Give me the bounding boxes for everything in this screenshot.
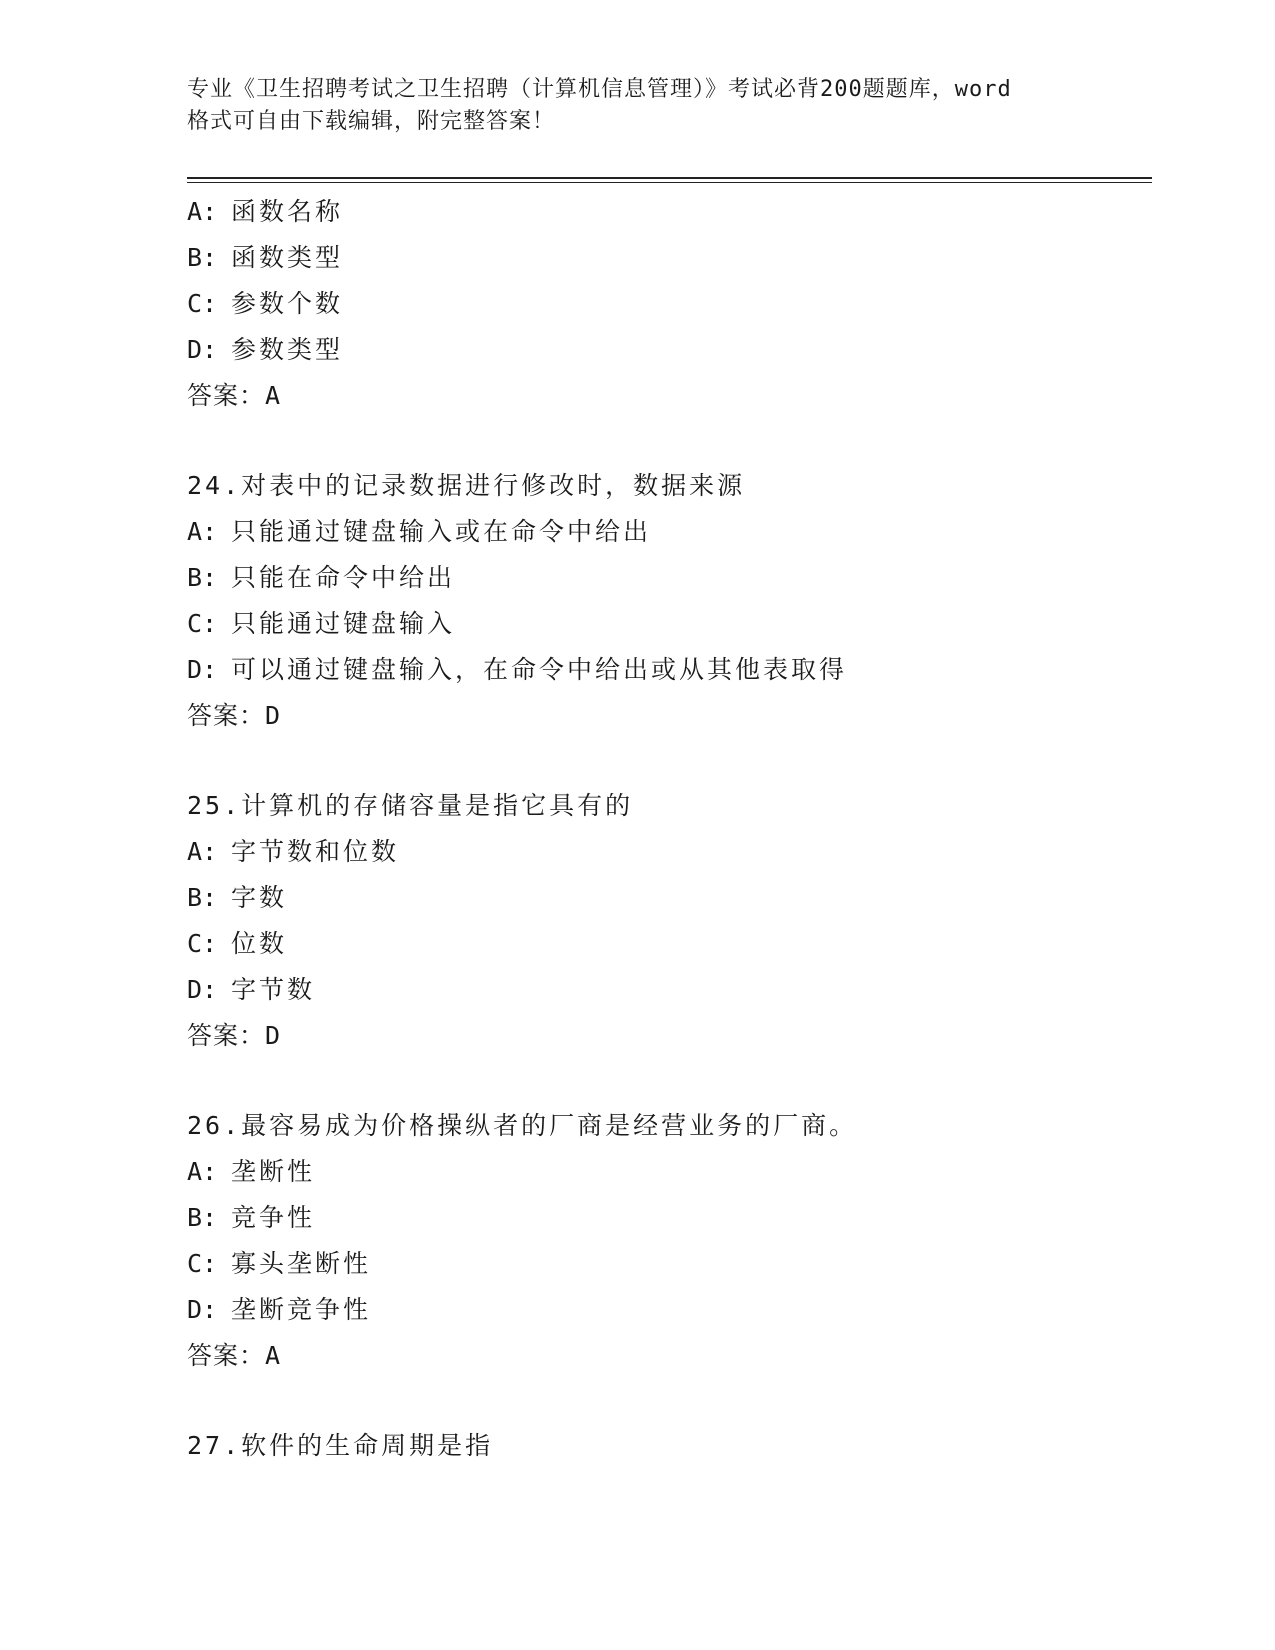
question-block-24 [187,463,1152,739]
document-header [187,74,1097,138]
header-line-1: 专业《卫生招聘考试之卫生招聘（计算机信息管理）》考试必背200题题库，word [187,77,1012,102]
option-a: A: 字节数和位数 [187,837,400,866]
spacer [187,1379,1152,1423]
option-b: B: 竞争性 [187,1203,316,1232]
option-d: D: 可以通过键盘输入，在命令中给出或从其他表取得 [187,655,848,684]
option-c: C: 寡头垄断性 [187,1249,372,1278]
option-c: C: 参数个数 [187,289,344,318]
option-c: C: 位数 [187,929,288,958]
spacer [187,419,1152,463]
question-block-25 [187,783,1152,1059]
question-stem: 27.软件的生命周期是指 [187,1431,494,1460]
option-d: D: 参数类型 [187,335,344,364]
option-c: C: 只能通过键盘输入 [187,609,456,638]
answer-line: 答案：A [187,1341,282,1370]
question-stem: 26.最容易成为价格操纵者的厂商是经营业务的厂商。 [187,1111,858,1140]
spacer [187,739,1152,783]
answer-line: 答案：D [187,701,282,730]
option-a: A: 只能通过键盘输入或在命令中给出 [187,517,652,546]
question-stem: 25.计算机的存储容量是指它具有的 [187,791,634,820]
question-block-23 [187,189,1152,419]
option-d: D: 垄断竞争性 [187,1295,372,1324]
header-line-2: 格式可自由下载编辑，附完整答案！ [187,109,556,134]
question-block-27 [187,1423,1152,1469]
option-a: A: 垄断性 [187,1157,316,1186]
answer-line: 答案：A [187,381,282,410]
option-a: A: 函数名称 [187,197,344,226]
header-divider-thin [187,182,1152,183]
header-divider-thick [187,177,1152,179]
option-b: B: 函数类型 [187,243,344,272]
answer-line: 答案：D [187,1021,282,1050]
option-d: D: 字节数 [187,975,316,1004]
question-block-26 [187,1103,1152,1379]
question-stem: 24.对表中的记录数据进行修改时，数据来源 [187,471,746,500]
option-b: B: 只能在命令中给出 [187,563,456,592]
option-b: B: 字数 [187,883,288,912]
spacer [187,1059,1152,1103]
question-list [187,189,1152,1469]
